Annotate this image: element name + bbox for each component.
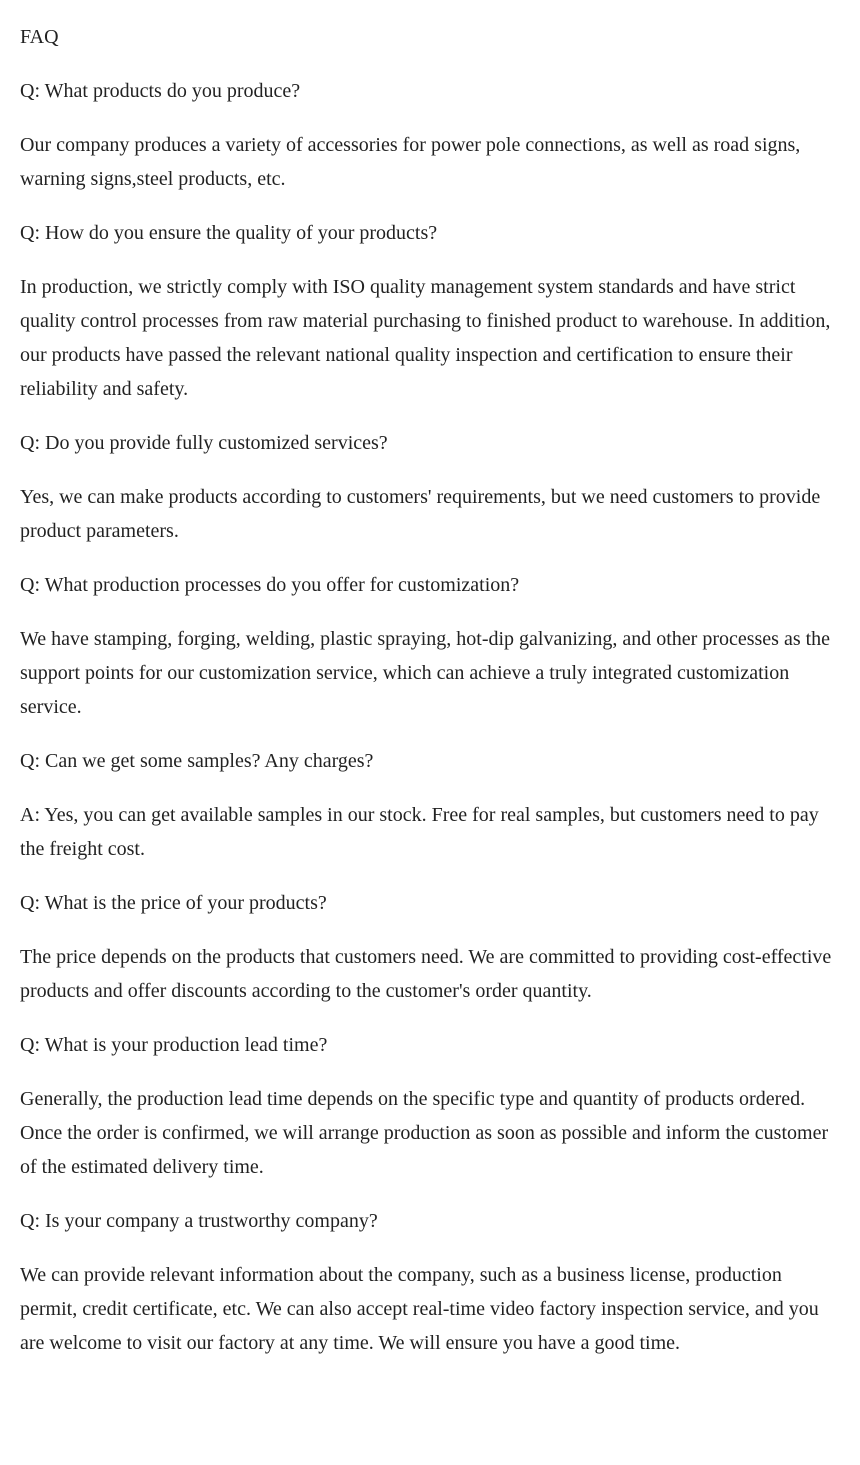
- faq-question-price: Q: What is the price of your products?: [20, 892, 327, 914]
- page-title: FAQ: [20, 26, 59, 48]
- faq-question-production-processes: Q: What production processes do you offer for customization?: [20, 574, 520, 596]
- faq-question-customized-services: Q: Do you provide fully customized services?: [20, 432, 388, 454]
- faq-question-trustworthy: Q: Is your company a trustworthy company?: [20, 1210, 378, 1232]
- faq-answer-production-processes: We have stamping, forging, welding, plastic spraying, hot-dip galvanizing, and other processes as the support points for our customization service, which can achieve a truly integrated customization service.: [20, 628, 831, 718]
- faq-question-products: Q: What products do you produce?: [20, 80, 301, 102]
- faq-answer-price: The price depends on the products that customers need. We are committed to providing cost-effective products and offer discounts according to the customer's order quantity.: [20, 946, 832, 1002]
- faq-answer-products: Our company produces a variety of accessories for power pole connections, as well as road signs, warning signs,steel products, etc.: [20, 134, 801, 190]
- faq-answer-samples: A: Yes, you can get available samples in our stock. Free for real samples, but customers need to pay the freight cost.: [20, 804, 819, 860]
- faq-question-samples: Q: Can we get some samples? Any charges?: [20, 750, 374, 772]
- faq-question-quality: Q: How do you ensure the quality of your products?: [20, 222, 438, 244]
- faq-question-lead-time: Q: What is your production lead time?: [20, 1034, 328, 1056]
- faq-answer-customized-services: Yes, we can make products according to customers' requirements, but we need customers to provide product parameters.: [20, 486, 821, 542]
- faq-answer-trustworthy: We can provide relevant information about the company, such as a business license, production permit, credit certificate, etc. We can also accept real-time video factory inspection service, and you are welcome to visit our factory at any time. We will ensure you have a good time.: [20, 1264, 819, 1354]
- faq-content: [0, 20, 860, 1360]
- faq-answer-lead-time: Generally, the production lead time depends on the specific type and quantity of products ordered. Once the order is confirmed, we will arrange production as soon as possible and inform the customer of the estimated delivery time.: [20, 1088, 829, 1178]
- faq-answer-quality: In production, we strictly comply with ISO quality management system standards and have strict quality control processes from raw material purchasing to finished product to warehouse. In addition, our products have passed the relevant national quality inspection and certification to ensure their reliability and safety.: [20, 276, 831, 400]
